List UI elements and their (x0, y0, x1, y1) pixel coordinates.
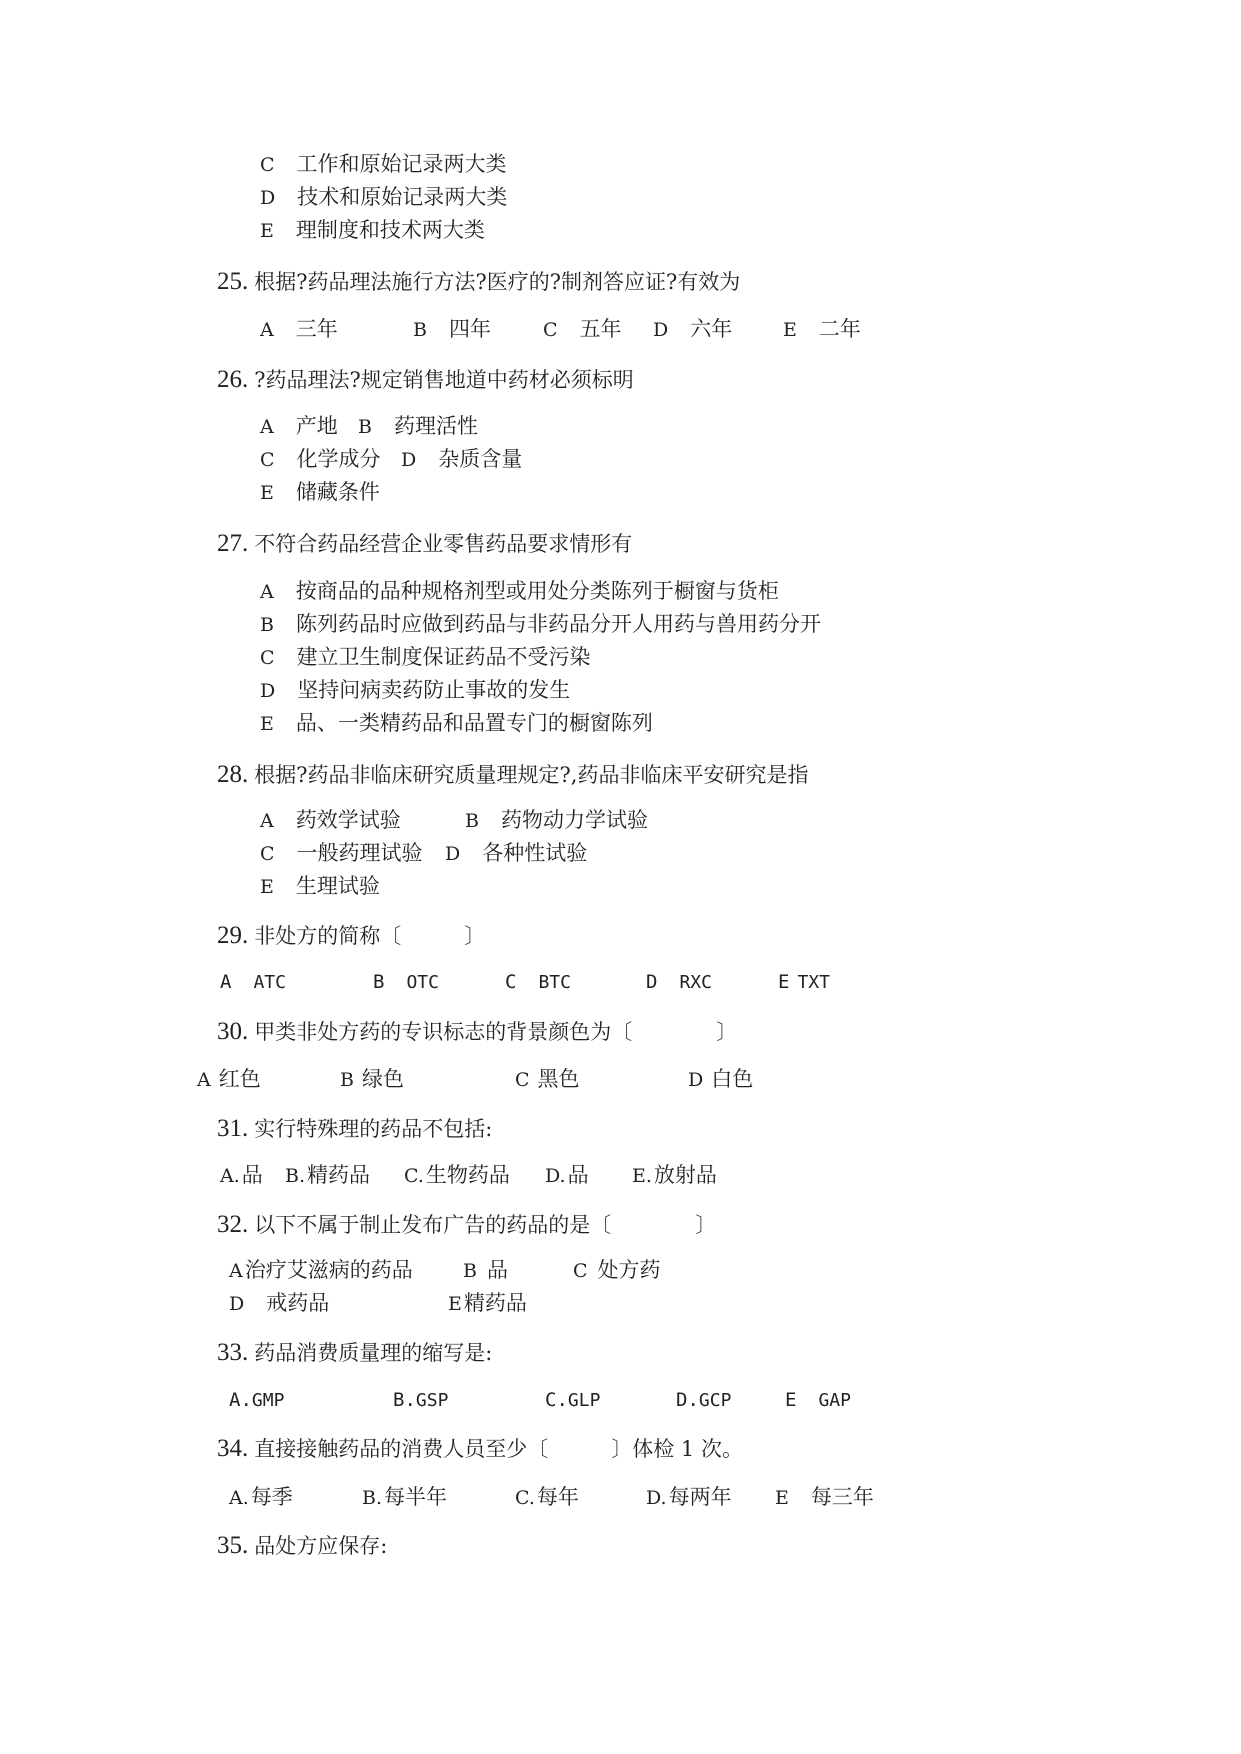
option-c (505, 970, 571, 995)
option-letter: C (260, 449, 275, 471)
option-letter: A. (229, 1487, 249, 1509)
option-letter: B (373, 971, 385, 993)
option-letter: D (401, 449, 417, 471)
option-d (688, 1067, 753, 1092)
option-text: 化学成分 (296, 447, 381, 471)
option-c (404, 1163, 510, 1188)
option-c (515, 1067, 580, 1092)
option-e (260, 480, 380, 505)
option-c (543, 317, 622, 342)
option-letter: E (260, 220, 274, 242)
option-b (393, 1388, 448, 1413)
option-text: 精药品 (463, 1291, 527, 1315)
option-text: 治疗艾滋病的药品 (244, 1258, 413, 1282)
option-d (676, 1388, 731, 1413)
option-c (260, 841, 423, 866)
option-b (413, 317, 491, 342)
option-letter: B (465, 810, 479, 832)
option-letter: B (260, 614, 274, 636)
question-text: 非处方的简称〔 〕 (254, 924, 486, 948)
question-number: 34. (217, 1435, 249, 1462)
option-text: GLP (567, 1390, 601, 1411)
option-text: OTC (406, 972, 439, 993)
option-text: RXC (679, 972, 712, 993)
option-letter: D (688, 1069, 704, 1091)
option-b (340, 1067, 404, 1092)
option-e (778, 970, 830, 995)
option-text: 黑色 (537, 1067, 580, 1091)
option-text: ATC (253, 972, 286, 993)
option-e (260, 874, 380, 899)
option-letter: E (775, 1487, 789, 1509)
option-text: 陈列药品时应做到药品与非药品分开人用药与兽用药分开 (295, 612, 821, 636)
option-letter: C. (545, 1389, 568, 1411)
question-26 (217, 368, 634, 392)
option-text: GAP (818, 1390, 851, 1411)
option-d (445, 841, 587, 866)
option-b (463, 1258, 508, 1283)
option-letter: E. (632, 1165, 652, 1187)
option-letter: E (260, 482, 274, 504)
option-text: 四年 (448, 317, 491, 341)
question-number: 33. (217, 1339, 249, 1366)
option-letter: C (573, 1260, 588, 1282)
option-text: GSP (415, 1390, 449, 1411)
option-text: 技术和原始记录两大类 (297, 185, 508, 209)
question-text: ?药品理法?规定销售地道中药材必须标明 (254, 368, 634, 392)
option-a (229, 1388, 284, 1413)
question-text: 根据?药品理法施行方法?医疗的?制剂答应证?有效为 (254, 270, 741, 294)
option-text: 每季 (250, 1485, 293, 1509)
option-text: 建立卫生制度保证药品不受污染 (296, 645, 591, 669)
option-letter: D (445, 843, 461, 865)
option-letter: A (229, 1260, 243, 1282)
option-letter: D (260, 187, 276, 209)
option-letter: A (260, 810, 274, 832)
option-d (545, 1163, 589, 1188)
question-28 (217, 763, 808, 787)
option-letter: D. (676, 1389, 699, 1411)
option-text: 坚持问病卖药防止事故的发生 (297, 678, 571, 702)
option-a (260, 579, 779, 604)
option-a (197, 1067, 261, 1092)
option-b (465, 808, 648, 833)
option-d (260, 185, 507, 210)
option-text: 品、一类精药品和品置专门的橱窗陈列 (295, 711, 653, 735)
option-a (229, 1258, 413, 1283)
option-text: BTC (538, 972, 571, 993)
option-text: 每三年 (810, 1485, 874, 1509)
option-b (362, 1485, 447, 1510)
option-letter: E (785, 1389, 797, 1411)
option-d (229, 1291, 329, 1316)
option-text: 绿色 (361, 1067, 404, 1091)
option-letter: C (515, 1069, 530, 1091)
question-number: 29. (217, 922, 249, 949)
option-c (260, 447, 381, 472)
question-text: 甲类非处方药的专识标志的背景颜色为〔 〕 (254, 1020, 738, 1044)
option-text: 产地 (295, 414, 338, 438)
option-letter: C (260, 154, 275, 176)
question-number: 31. (217, 1115, 249, 1142)
question-text: 不符合药品经营企业零售药品要求情形有 (254, 532, 633, 556)
option-letter: B. (362, 1487, 383, 1509)
option-e (632, 1163, 717, 1188)
option-d (646, 1485, 732, 1510)
option-letter: A. (229, 1389, 252, 1411)
option-d (260, 678, 570, 703)
option-b (260, 612, 821, 637)
option-c (515, 1485, 579, 1510)
option-letter: A (220, 971, 232, 993)
option-c (260, 152, 507, 177)
option-text: 理制度和技术两大类 (295, 218, 485, 242)
option-text: 按商品的品种规格剂型或用处分类陈列于橱窗与货柜 (295, 579, 779, 603)
option-text: 药效学试验 (295, 808, 401, 832)
option-text: 每半年 (384, 1485, 448, 1509)
question-34 (217, 1437, 743, 1461)
option-text: 生物药品 (425, 1163, 510, 1187)
option-letter: D (646, 971, 658, 993)
option-text: 药理活性 (393, 414, 478, 438)
question-number: 28. (217, 761, 249, 788)
question-text: 药品消费质量理的缩写是: (254, 1341, 493, 1365)
option-letter: A (197, 1069, 211, 1091)
option-letter: B. (393, 1389, 416, 1411)
option-b (373, 970, 439, 995)
option-e (775, 1485, 874, 1510)
option-text: 一般药理试验 (296, 841, 423, 865)
option-text: 每年 (536, 1485, 579, 1509)
option-letter: E (260, 876, 274, 898)
option-text: 品 (486, 1258, 508, 1282)
question-25 (217, 270, 740, 294)
option-text: 戒药品 (266, 1291, 330, 1315)
option-a (260, 414, 338, 439)
option-letter: A. (220, 1165, 240, 1187)
option-letter: E (448, 1293, 462, 1315)
question-32 (217, 1213, 716, 1237)
option-letter: E (783, 319, 797, 341)
option-letter: C (543, 319, 558, 341)
option-letter: D (229, 1293, 245, 1315)
question-number: 35. (217, 1532, 249, 1559)
question-text: 以下不属于制止发布广告的药品的是〔 〕 (254, 1213, 717, 1237)
option-text: 二年 (818, 317, 861, 341)
option-letter: E (260, 713, 274, 735)
option-text: 药物动力学试验 (500, 808, 648, 832)
option-letter: B (340, 1069, 354, 1091)
option-text: TXT (797, 972, 830, 993)
option-letter: B (413, 319, 427, 341)
option-letter: A (260, 416, 274, 438)
option-c (545, 1388, 600, 1413)
option-letter: A (260, 319, 274, 341)
option-letter: B (463, 1260, 477, 1282)
option-d (401, 447, 522, 472)
option-letter: C (505, 971, 517, 993)
option-letter: C (260, 647, 275, 669)
option-e (448, 1291, 527, 1316)
option-b (358, 414, 478, 439)
option-letter: C. (404, 1165, 424, 1187)
option-letter: E (778, 971, 790, 993)
option-letter: B (358, 416, 372, 438)
option-letter: D (260, 680, 276, 702)
option-e (260, 218, 485, 243)
question-number: 26. (217, 366, 249, 393)
option-d (653, 317, 732, 342)
option-c (573, 1258, 661, 1283)
option-text: 品 (567, 1163, 589, 1187)
question-27 (217, 532, 632, 556)
question-text: 根据?药品非临床研究质量理规定?,药品非临床平安研究是指 (254, 763, 809, 787)
question-35 (217, 1534, 387, 1558)
option-letter: C (260, 843, 275, 865)
option-a (229, 1485, 293, 1510)
option-a (260, 808, 401, 833)
option-letter: D (653, 319, 669, 341)
question-text: 直接接触药品的消费人员至少〔 〕体检 1 次。 (254, 1437, 743, 1461)
option-text: 储藏条件 (295, 480, 380, 504)
option-text: 三年 (295, 317, 338, 341)
question-33 (217, 1341, 492, 1365)
option-text: 五年 (579, 317, 622, 341)
option-a (260, 317, 338, 342)
option-e (783, 317, 861, 342)
option-text: GCP (698, 1390, 732, 1411)
question-29 (217, 924, 485, 948)
question-number: 27. (217, 530, 249, 557)
option-letter: A (260, 581, 274, 603)
question-text: 实行特殊理的药品不包括: (254, 1117, 493, 1141)
question-number: 32. (217, 1211, 249, 1238)
option-letter: D. (545, 1165, 566, 1187)
option-a (220, 970, 286, 995)
option-text: GMP (251, 1390, 285, 1411)
option-text: 六年 (690, 317, 733, 341)
option-text: 工作和原始记录两大类 (296, 152, 507, 176)
option-text: 红色 (218, 1067, 261, 1091)
option-a (220, 1163, 263, 1188)
option-text: 白色 (711, 1067, 754, 1091)
option-d (646, 970, 712, 995)
option-text: 每两年 (668, 1485, 732, 1509)
question-number: 25. (217, 268, 249, 295)
option-text: 杂质含量 (438, 447, 523, 471)
option-b (285, 1163, 370, 1188)
option-text: 处方药 (597, 1258, 661, 1282)
option-text: 生理试验 (295, 874, 380, 898)
question-30 (217, 1020, 737, 1044)
option-letter: D. (646, 1487, 667, 1509)
option-text: 精药品 (307, 1163, 371, 1187)
option-text: 放射品 (653, 1163, 717, 1187)
option-letter: C. (515, 1487, 535, 1509)
question-31 (217, 1117, 492, 1141)
option-letter: B. (285, 1165, 306, 1187)
option-text: 各种性试验 (482, 841, 588, 865)
question-text: 品处方应保存: (254, 1534, 388, 1558)
option-text: 品 (241, 1163, 263, 1187)
option-e (785, 1388, 851, 1413)
option-c (260, 645, 591, 670)
option-e (260, 711, 653, 736)
question-number: 30. (217, 1018, 249, 1045)
